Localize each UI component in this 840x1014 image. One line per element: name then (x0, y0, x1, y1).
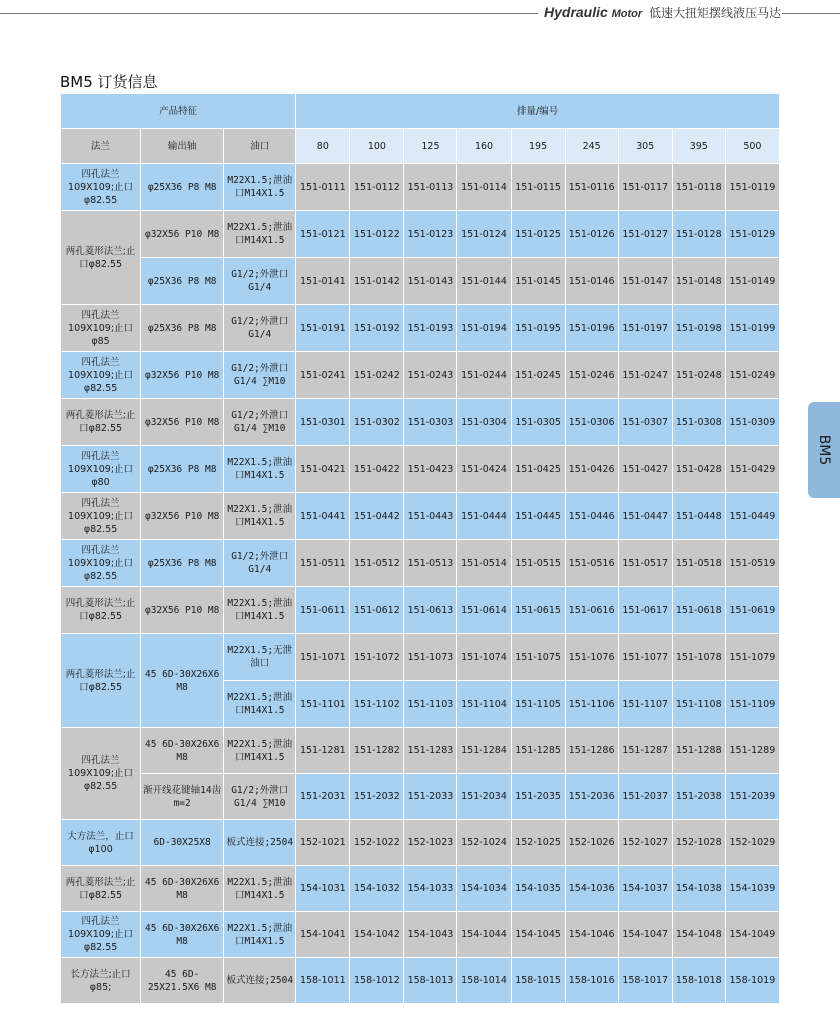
port-cell: 板式连接;2504 (224, 820, 296, 866)
code-cell: 151-1108 (672, 681, 725, 728)
code-cell: 151-2031 (296, 774, 350, 820)
code-cell: 151-1281 (296, 728, 350, 774)
code-cell: 151-1103 (404, 681, 457, 728)
code-cell: 151-0518 (672, 540, 725, 587)
table-row (61, 164, 780, 211)
code-cell: 151-0245 (511, 352, 565, 399)
shaft-cell: φ32X56 P10 M8 (141, 493, 224, 540)
code-cell: 151-0149 (725, 258, 779, 305)
table-row (61, 728, 780, 774)
code-cell: 152-1028 (672, 820, 725, 866)
code-cell: 151-0443 (404, 493, 457, 540)
code-cell: 151-0427 (618, 446, 672, 493)
code-cell: 151-0615 (511, 587, 565, 634)
code-cell: 151-0193 (404, 305, 457, 352)
code-cell: 151-0246 (565, 352, 618, 399)
code-cell: 151-0115 (511, 164, 565, 211)
table-row (61, 211, 780, 258)
code-cell: 151-0143 (404, 258, 457, 305)
shaft-cell: 渐开线花键轴14齿m=2 (141, 774, 224, 820)
code-cell: 151-0141 (296, 258, 350, 305)
table-row (61, 399, 780, 446)
flange-cell: 长方法兰;止口φ85; (61, 958, 141, 1004)
code-cell: 154-1041 (296, 912, 350, 958)
code-cell: 151-1071 (296, 634, 350, 681)
port-cell: M22X1.5;泄油口M14X1.5 (224, 446, 296, 493)
code-cell: 151-0194 (457, 305, 511, 352)
flange-cell: 四孔法兰109X109;止口φ80 (61, 446, 141, 493)
table-row (61, 774, 780, 820)
flange-cell: 两孔菱形法兰;止口φ82.55 (61, 399, 141, 446)
section-title: BM5 订货信息 (60, 73, 158, 91)
code-cell: 151-0449 (725, 493, 779, 540)
code-cell: 151-0306 (565, 399, 618, 446)
code-cell: 151-1282 (350, 728, 404, 774)
code-cell: 158-1012 (350, 958, 404, 1004)
code-cell: 158-1011 (296, 958, 350, 1004)
code-cell: 151-0241 (296, 352, 350, 399)
port-cell: G1/2;外泄口G1/4 ∑M10 (224, 352, 296, 399)
col-header-port: 油口 (224, 129, 296, 164)
code-cell: 154-1031 (296, 866, 350, 912)
code-cell: 154-1033 (404, 866, 457, 912)
code-cell: 158-1017 (618, 958, 672, 1004)
flange-cell: 四孔法兰109X109;止口φ82.55 (61, 728, 141, 820)
code-cell: 151-0148 (672, 258, 725, 305)
code-cell: 151-1079 (725, 634, 779, 681)
code-cell: 154-1046 (565, 912, 618, 958)
header-brand-small: Motor (611, 8, 643, 20)
code-cell: 151-1073 (404, 634, 457, 681)
code-cell: 154-1047 (618, 912, 672, 958)
code-cell: 151-1107 (618, 681, 672, 728)
code-cell: 151-0309 (725, 399, 779, 446)
displacement-header: 500 (725, 129, 779, 164)
displacement-header: 125 (404, 129, 457, 164)
code-cell: 151-0127 (618, 211, 672, 258)
code-cell: 151-0129 (725, 211, 779, 258)
displacement-header: 395 (672, 129, 725, 164)
code-cell: 154-1042 (350, 912, 404, 958)
code-cell: 151-1078 (672, 634, 725, 681)
code-cell: 154-1032 (350, 866, 404, 912)
code-cell: 151-0301 (296, 399, 350, 446)
code-cell: 151-0618 (672, 587, 725, 634)
shaft-cell: φ25X36 P8 M8 (141, 164, 224, 211)
code-cell: 151-0519 (725, 540, 779, 587)
group-header-features: 产品特征 (61, 94, 296, 129)
code-cell: 151-0248 (672, 352, 725, 399)
shaft-cell: 45 6D-30X26X6 M8 (141, 728, 224, 774)
code-cell: 151-0444 (457, 493, 511, 540)
code-cell: 151-1104 (457, 681, 511, 728)
displacement-header: 195 (511, 129, 565, 164)
code-cell: 151-0308 (672, 399, 725, 446)
code-cell: 151-0303 (404, 399, 457, 446)
code-cell: 151-0441 (296, 493, 350, 540)
code-cell: 151-0611 (296, 587, 350, 634)
code-cell: 151-0613 (404, 587, 457, 634)
code-cell: 151-1072 (350, 634, 404, 681)
code-cell: 158-1014 (457, 958, 511, 1004)
code-cell: 154-1039 (725, 866, 779, 912)
table-row (61, 958, 780, 1004)
code-cell: 151-0196 (565, 305, 618, 352)
code-cell: 154-1045 (511, 912, 565, 958)
shaft-cell: φ25X36 P8 M8 (141, 305, 224, 352)
table-row (61, 446, 780, 493)
port-cell: M22X1.5;泄油口M14X1.5 (224, 211, 296, 258)
flange-cell: 四孔菱形法兰;止口φ82.55 (61, 587, 141, 634)
code-cell: 151-0243 (404, 352, 457, 399)
code-cell: 151-0515 (511, 540, 565, 587)
code-cell: 158-1019 (725, 958, 779, 1004)
table-row (61, 912, 780, 958)
port-cell: G1/2;外泄口G1/4 (224, 540, 296, 587)
group-header-displacement: 排量/编号 (296, 94, 780, 129)
displacement-header: 80 (296, 129, 350, 164)
port-cell: G1/2;外泄口G1/4 ∑M10 (224, 399, 296, 446)
col-header-shaft: 输出轴 (141, 129, 224, 164)
code-cell: 151-1101 (296, 681, 350, 728)
flange-cell: 四孔法兰109X109;止口φ85 (61, 305, 141, 352)
port-cell: M22X1.5;泄油口M14X1.5 (224, 728, 296, 774)
code-cell: 151-0113 (404, 164, 457, 211)
code-cell: 154-1048 (672, 912, 725, 958)
shaft-cell: φ25X36 P8 M8 (141, 446, 224, 493)
flange-cell: 四孔法兰109X109;止口φ82.55 (61, 352, 141, 399)
code-cell: 152-1022 (350, 820, 404, 866)
code-cell: 151-0124 (457, 211, 511, 258)
code-cell: 151-0422 (350, 446, 404, 493)
code-cell: 152-1023 (404, 820, 457, 866)
shaft-cell: φ25X36 P8 M8 (141, 540, 224, 587)
port-cell: M22X1.5;泄油口M14X1.5 (224, 164, 296, 211)
code-cell: 151-0421 (296, 446, 350, 493)
shaft-cell: φ32X56 P10 M8 (141, 352, 224, 399)
code-cell: 151-0511 (296, 540, 350, 587)
code-cell: 151-0112 (350, 164, 404, 211)
code-cell: 151-0424 (457, 446, 511, 493)
port-cell: G1/2;外泄口G1/4 (224, 258, 296, 305)
shaft-cell: φ32X56 P10 M8 (141, 587, 224, 634)
table-row (61, 258, 780, 305)
code-cell: 158-1013 (404, 958, 457, 1004)
code-cell: 154-1036 (565, 866, 618, 912)
port-cell: G1/2;外泄口G1/4 ∑M10 (224, 774, 296, 820)
header-rule-right (782, 13, 840, 14)
port-cell: G1/2;外泄口G1/4 (224, 305, 296, 352)
code-cell: 151-2034 (457, 774, 511, 820)
flange-cell: 大方法兰，止口φ100 (61, 820, 141, 866)
port-cell: M22X1.5;无泄油口 (224, 634, 296, 681)
code-cell: 154-1043 (404, 912, 457, 958)
code-cell: 151-1285 (511, 728, 565, 774)
code-cell: 151-1284 (457, 728, 511, 774)
code-cell: 151-0128 (672, 211, 725, 258)
code-cell: 152-1024 (457, 820, 511, 866)
flange-cell: 两孔菱形法兰;止口φ82.55 (61, 866, 141, 912)
table-row (61, 540, 780, 587)
table-row (61, 352, 780, 399)
code-cell: 151-0307 (618, 399, 672, 446)
code-cell: 151-0117 (618, 164, 672, 211)
code-cell: 151-0199 (725, 305, 779, 352)
code-cell: 151-2033 (404, 774, 457, 820)
code-cell: 151-0428 (672, 446, 725, 493)
code-cell: 151-0195 (511, 305, 565, 352)
code-cell: 151-0616 (565, 587, 618, 634)
code-cell: 151-1286 (565, 728, 618, 774)
code-cell: 151-1102 (350, 681, 404, 728)
code-cell: 151-1289 (725, 728, 779, 774)
code-cell: 151-0442 (350, 493, 404, 540)
code-cell: 151-0121 (296, 211, 350, 258)
code-cell: 151-0142 (350, 258, 404, 305)
code-cell: 152-1026 (565, 820, 618, 866)
table-row (61, 820, 780, 866)
code-cell: 152-1027 (618, 820, 672, 866)
code-cell: 158-1016 (565, 958, 618, 1004)
code-cell: 151-2035 (511, 774, 565, 820)
side-tab-bm5[interactable] (808, 402, 840, 498)
code-cell: 154-1038 (672, 866, 725, 912)
flange-cell: 两孔菱形法兰;止口φ82.55 (61, 211, 141, 305)
code-cell: 151-2039 (725, 774, 779, 820)
code-cell: 151-0125 (511, 211, 565, 258)
shaft-cell: 45 6D-30X26X6 M8 (141, 912, 224, 958)
code-cell: 151-0305 (511, 399, 565, 446)
code-cell: 151-0617 (618, 587, 672, 634)
code-cell: 151-0242 (350, 352, 404, 399)
table-row (61, 305, 780, 352)
code-cell: 152-1029 (725, 820, 779, 866)
port-cell: M22X1.5;泄油口M14X1.5 (224, 493, 296, 540)
code-cell: 151-0192 (350, 305, 404, 352)
code-cell: 151-0619 (725, 587, 779, 634)
code-cell: 151-0114 (457, 164, 511, 211)
header-title (544, 4, 781, 21)
displacement-header: 245 (565, 129, 618, 164)
code-cell: 151-0516 (565, 540, 618, 587)
code-cell: 154-1034 (457, 866, 511, 912)
flange-cell: 四孔法兰109X109;止口φ82.55 (61, 493, 141, 540)
flange-cell: 四孔法兰109X109;止口φ82.55 (61, 540, 141, 587)
code-cell: 151-1077 (618, 634, 672, 681)
port-cell: M22X1.5;泄油口M14X1.5 (224, 681, 296, 728)
shaft-cell: φ32X56 P10 M8 (141, 399, 224, 446)
port-cell: M22X1.5;泄油口M14X1.5 (224, 866, 296, 912)
header-subtitle: 低速大扭矩摆线液压马达 (649, 6, 782, 20)
displacement-header: 100 (350, 129, 404, 164)
flange-cell: 两孔菱形法兰;止口φ82.55 (61, 634, 141, 728)
displacement-header: 160 (457, 129, 511, 164)
shaft-cell: 45 6D-30X26X6 M8 (141, 866, 224, 912)
code-cell: 151-0191 (296, 305, 350, 352)
code-cell: 151-1075 (511, 634, 565, 681)
code-cell: 151-0513 (404, 540, 457, 587)
code-cell: 151-0302 (350, 399, 404, 446)
code-cell: 151-0512 (350, 540, 404, 587)
code-cell: 151-0146 (565, 258, 618, 305)
code-cell: 151-2036 (565, 774, 618, 820)
code-cell: 154-1037 (618, 866, 672, 912)
flange-cell: 四孔法兰109X109;止口φ82.55 (61, 164, 141, 211)
code-cell: 151-1287 (618, 728, 672, 774)
code-cell: 151-0614 (457, 587, 511, 634)
code-cell: 158-1018 (672, 958, 725, 1004)
side-tab-label: BM5 (816, 434, 832, 466)
code-cell: 151-0116 (565, 164, 618, 211)
code-cell: 154-1049 (725, 912, 779, 958)
table-row (61, 634, 780, 681)
shaft-cell: φ32X56 P10 M8 (141, 211, 224, 258)
flange-cell: 四孔法兰109X109;止口φ82.55 (61, 912, 141, 958)
port-cell: 板式连接;2504 (224, 958, 296, 1004)
code-cell: 151-1106 (565, 681, 618, 728)
code-cell: 151-0118 (672, 164, 725, 211)
code-cell: 151-1074 (457, 634, 511, 681)
code-cell: 151-1109 (725, 681, 779, 728)
code-cell: 154-1044 (457, 912, 511, 958)
displacement-header: 305 (618, 129, 672, 164)
port-cell: M22X1.5;泄油口M14X1.5 (224, 912, 296, 958)
code-cell: 151-0197 (618, 305, 672, 352)
order-info-table (60, 93, 780, 1004)
code-cell: 151-0122 (350, 211, 404, 258)
code-cell: 151-0429 (725, 446, 779, 493)
code-cell: 158-1015 (511, 958, 565, 1004)
shaft-cell: 45 6D-25X21.5X6 M8 (141, 958, 224, 1004)
port-cell: M22X1.5;泄油口M14X1.5 (224, 587, 296, 634)
code-cell: 151-1288 (672, 728, 725, 774)
code-cell: 151-0249 (725, 352, 779, 399)
code-cell: 151-0517 (618, 540, 672, 587)
header-rule-left (0, 13, 538, 14)
code-cell: 151-0304 (457, 399, 511, 446)
table-row (61, 587, 780, 634)
code-cell: 151-0446 (565, 493, 618, 540)
col-header-flange: 法兰 (61, 129, 141, 164)
code-cell: 151-0123 (404, 211, 457, 258)
code-cell: 151-0144 (457, 258, 511, 305)
code-cell: 152-1025 (511, 820, 565, 866)
code-cell: 151-1105 (511, 681, 565, 728)
code-cell: 151-0247 (618, 352, 672, 399)
code-cell: 151-0111 (296, 164, 350, 211)
code-cell: 151-0198 (672, 305, 725, 352)
code-cell: 151-0126 (565, 211, 618, 258)
code-cell: 151-0445 (511, 493, 565, 540)
code-cell: 151-0425 (511, 446, 565, 493)
shaft-cell: φ25X36 P8 M8 (141, 258, 224, 305)
code-cell: 151-2038 (672, 774, 725, 820)
shaft-cell: 6D-30X25X8 (141, 820, 224, 866)
code-cell: 154-1035 (511, 866, 565, 912)
code-cell: 151-2037 (618, 774, 672, 820)
table-row (61, 866, 780, 912)
code-cell: 151-0244 (457, 352, 511, 399)
code-cell: 152-1021 (296, 820, 350, 866)
code-cell: 151-0514 (457, 540, 511, 587)
code-cell: 151-1283 (404, 728, 457, 774)
code-cell: 151-2032 (350, 774, 404, 820)
code-cell: 151-0147 (618, 258, 672, 305)
code-cell: 151-0612 (350, 587, 404, 634)
code-cell: 151-1076 (565, 634, 618, 681)
table-row (61, 493, 780, 540)
code-cell: 151-0423 (404, 446, 457, 493)
code-cell: 151-0447 (618, 493, 672, 540)
code-cell: 151-0448 (672, 493, 725, 540)
shaft-cell: 45 6D-30X26X6 M8 (141, 634, 224, 728)
code-cell: 151-0426 (565, 446, 618, 493)
code-cell: 151-0145 (511, 258, 565, 305)
code-cell: 151-0119 (725, 164, 779, 211)
header-brand: Hydraulic (544, 4, 608, 20)
